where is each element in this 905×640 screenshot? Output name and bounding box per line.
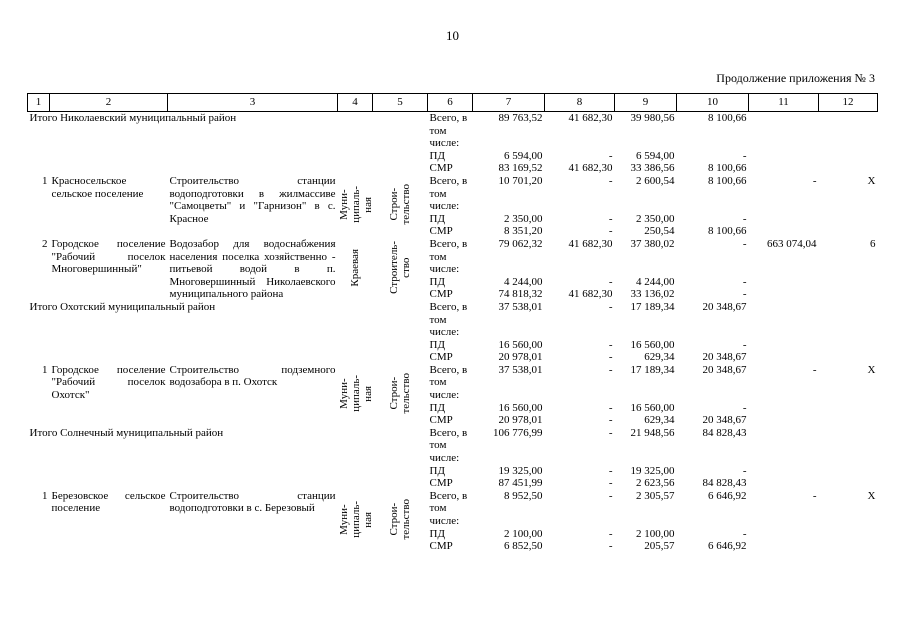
amount-local: - [742,149,747,162]
item-description: Строительство станции водоподготовки в жилмассиве "Самоцветы" и "Гарнизон" в с. Красное [169,174,336,225]
amount-total: 16 560,00 [498,401,543,414]
empty-cell [749,225,878,238]
amount-regional: 2 100,00 [636,527,675,540]
row-label: ПД [429,275,445,288]
amount-total: 10 701,20 [498,174,543,187]
amount-federal: - [608,527,613,540]
amount-federal: - [608,401,613,414]
amount-local: - [742,288,747,301]
amount-regional: 16 560,00 [630,401,675,414]
amount-local: 8 100,66 [708,174,747,187]
item-total-row [28,364,878,402]
empty-cell [749,301,878,351]
header-cell: 1 [28,94,50,112]
amount-federal: - [608,300,613,313]
amount-local: - [742,527,747,540]
item-number: 2 [42,237,48,250]
amount-federal: - [608,351,613,364]
empty-cell [749,351,878,364]
amount-federal: 41 682,30 [568,162,613,175]
item-settlement-name: Березовское сельское поселение [51,489,166,515]
amount-regional: 39 980,56 [630,112,675,124]
item-level-text: Краевая [349,248,361,287]
amount-regional: 17 189,34 [630,300,675,313]
row-label: Всего, в том числе: [429,426,468,465]
amount-local: 6 646,92 [708,489,747,502]
amount-local: - [742,237,747,250]
amount-total: 8 351,20 [504,225,543,238]
amount-regional: 19 325,00 [630,464,675,477]
amount-federal: - [608,414,613,427]
amount-regional: 37 380,02 [630,237,675,250]
amount-local: 8 100,66 [708,112,747,124]
amount-federal: - [608,225,613,238]
empty-cell [28,162,428,175]
item-number: 1 [42,174,48,187]
item-work-kind [373,490,428,553]
amount-total: 16 560,00 [498,338,543,351]
row-label: СМР [429,414,453,427]
empty-cell [749,112,878,163]
amount-total: 20 978,01 [498,351,543,364]
header-cell: 8 [545,94,615,112]
amount-total: 87 451,99 [498,477,543,490]
amount-total: 37 538,01 [498,363,543,376]
amount-federal: 41 682,30 [568,237,613,250]
amount-regional: 4 244,00 [636,275,675,288]
amount-federal: - [608,426,613,439]
table-body [28,94,878,553]
row-label: Всего, в том числе: [429,237,468,276]
amount-total: 4 244,00 [504,275,543,288]
header-cell: 2 [50,94,168,112]
amount-total: 2 100,00 [504,527,543,540]
amount-regional: 629,34 [644,351,675,364]
item-total-row [28,490,878,528]
amount-local: - [742,464,747,477]
amount-regional: 33 136,02 [630,288,675,301]
row-label: ПД [429,212,445,225]
amount-total: 8 952,50 [504,489,543,502]
amount-local: 20 348,67 [702,300,747,313]
amount-total: 106 776,99 [493,426,543,439]
amount-local: 8 100,66 [708,225,747,238]
amount-total: 2 350,00 [504,212,543,225]
empty-cell [28,351,428,364]
amount-federal: - [608,149,613,162]
item-marker: 6 [870,237,876,250]
amount-federal: - [608,489,613,502]
amount-total: 20 978,01 [498,414,543,427]
item-level-text: Муни- ципаль- ная [337,501,374,538]
row-label: СМР [429,225,453,238]
section-title: Итого Николаевский муниципальный район [29,112,237,124]
header-cell: 5 [373,94,428,112]
empty-cell [749,213,878,226]
amount-federal: - [608,212,613,225]
row-label: Всего, в том числе: [429,489,468,527]
amount-regional: 16 560,00 [630,338,675,351]
amount-federal: - [608,174,613,187]
empty-cell [749,427,878,477]
section-total-row [28,301,878,339]
item-capacity: 663 074,04 [767,237,817,250]
row-label: ПД [429,527,445,540]
amount-regional: 2 623,56 [636,477,675,490]
row-label: СМР [429,477,453,490]
header-cell: 12 [819,94,878,112]
amount-local: 84 828,43 [702,426,747,439]
amount-local: 84 828,43 [702,477,747,490]
row-label: Всего, в том числе: [429,112,468,150]
header-cell: 4 [338,94,373,112]
empty-cell [749,288,878,301]
section-smr-row [28,477,878,490]
header-cell: 11 [749,94,819,112]
amount-federal: - [608,275,613,288]
amount-local: 8 100,66 [708,162,747,175]
header-cell: 7 [473,94,545,112]
amount-local: - [742,275,747,288]
item-work-kind-text: Строитель- ство [388,241,412,295]
amount-federal: 41 682,30 [568,112,613,124]
item-settlement-name: Красносельское сельское поселение [51,174,144,200]
amount-total: 79 062,32 [498,237,543,250]
amount-local: - [742,212,747,225]
section-title: Итого Охотский муниципальный район [29,300,216,313]
item-total-row [28,175,878,213]
header-cell: 6 [428,94,473,112]
amount-total: 6 852,50 [504,540,543,553]
amount-regional: 2 350,00 [636,212,675,225]
section-title: Итого Солнечный муниципальный район [29,426,224,439]
amount-regional: 2 600,54 [636,174,675,187]
amount-federal: - [608,540,613,553]
item-total-row [28,238,878,276]
section-smr-row [28,351,878,364]
row-label: Всего, в том числе: [429,300,468,339]
item-level-text: Муни- ципаль- ная [337,186,374,224]
amount-total: 83 169,52 [498,162,543,175]
amount-regional: 21 948,56 [630,426,675,439]
header-cell: 9 [615,94,677,112]
header-cell: 10 [677,94,749,112]
row-label: Всего, в том числе: [429,363,468,402]
item-marker: X [867,489,876,502]
empty-cell [749,402,878,415]
section-total-row [28,112,878,150]
item-work-kind [373,364,428,427]
row-label: ПД [429,464,445,477]
amount-regional: 2 305,57 [636,489,675,502]
empty-cell [749,162,878,175]
item-marker: X [867,174,876,187]
empty-cell [749,528,878,541]
item-level [338,364,373,427]
empty-cell [749,414,878,427]
amount-federal: - [608,464,613,477]
item-description: Строительство подземного водозабора в п. Охотск [169,363,336,389]
row-label: ПД [429,401,445,414]
amount-local: - [742,338,747,351]
header-cell: 3 [168,94,338,112]
row-label: СМР [429,351,453,364]
item-level-text: Муни- ципаль- ная [337,375,374,412]
amount-federal: - [608,477,613,490]
page-number: 10 [446,28,459,43]
item-description: Строительство станции водоподготовки в с. Березовый [169,489,336,515]
item-work-kind-text: Строи- тельство [388,499,412,540]
amount-local: 6 646,92 [708,540,747,553]
amount-regional: 629,34 [644,414,675,427]
item-work-kind-text: Строи- тельство [388,184,412,225]
amount-federal: - [608,338,613,351]
amount-regional: 6 594,00 [636,149,675,162]
amount-local: 20 348,67 [702,351,747,364]
amount-total: 19 325,00 [498,464,543,477]
section-smr-row [28,162,878,175]
empty-cell [749,477,878,490]
item-number: 1 [42,363,48,376]
budget-table [27,93,878,553]
item-level [338,490,373,553]
amount-regional: 33 386,56 [630,162,675,175]
amount-local: - [742,401,747,414]
empty-cell [28,477,428,490]
item-capacity: - [812,363,817,376]
amount-regional: 17 189,34 [630,363,675,376]
table-header-row [28,94,878,112]
item-capacity: - [812,174,817,187]
item-settlement-name: Городское поселение "Рабочий поселок Многовершинный" [51,237,166,276]
amount-total: 6 594,00 [504,149,543,162]
appendix-continuation-note: Продолжение приложения № 3 [716,71,875,85]
amount-regional: 250,54 [644,225,675,238]
amount-total: 74 818,32 [498,288,543,301]
row-label: Всего, в том числе: [429,174,468,213]
amount-regional: 205,57 [644,540,675,553]
row-label: СМР [429,162,453,175]
item-work-kind [373,175,428,238]
item-work-kind-text: Строи- тельство [388,373,412,414]
item-level [338,238,373,301]
amount-total: 89 763,52 [498,112,543,124]
amount-federal: - [608,363,613,376]
item-description: Водозабор для водоснабжения населения поселка хозяйственно - питьевой водой в п. Многовершинный Николаевского муниципального района [169,237,336,301]
item-number: 1 [42,489,48,502]
item-marker: X [867,363,876,376]
amount-local: 20 348,67 [702,414,747,427]
row-label: СМР [429,288,453,301]
item-level [338,175,373,238]
amount-total: 37 538,01 [498,300,543,313]
amount-local: 20 348,67 [702,363,747,376]
amount-federal: 41 682,30 [568,288,613,301]
item-capacity: - [812,489,817,502]
section-total-row [28,427,878,465]
row-label: ПД [429,149,445,162]
item-settlement-name: Городское поселение "Рабочий поселок Охотск" [51,363,166,402]
item-work-kind [373,238,428,301]
row-label: СМР [429,540,453,553]
empty-cell [749,276,878,289]
row-label: ПД [429,338,445,351]
empty-cell [749,540,878,553]
